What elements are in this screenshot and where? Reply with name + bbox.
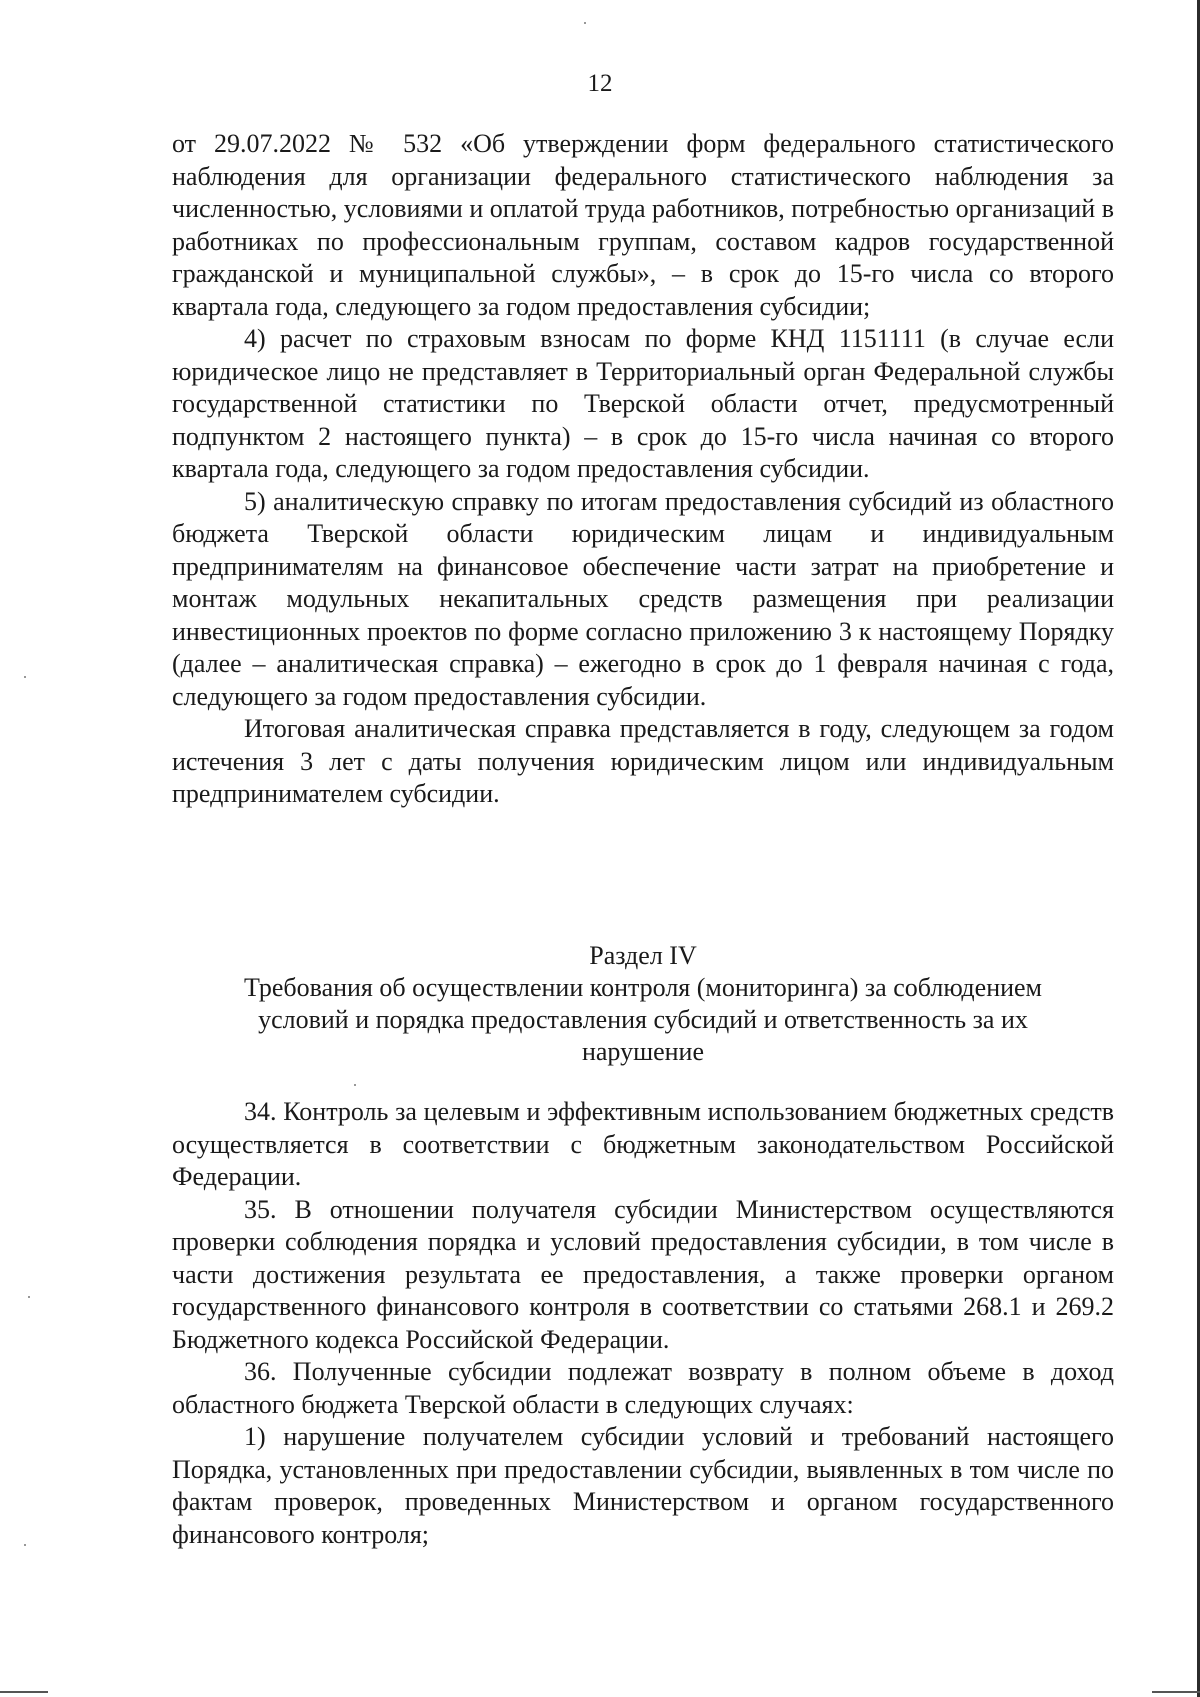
section-title-line-2: условий и порядка предоставления субсидий и ответственность за их [258, 1005, 1028, 1034]
paragraph-final-report: Итоговая аналитическая справка представляется в году, следующем за годом истечения 3 лет с даты получения юридическим лицом или индивидуальным предпринимателем субсидии. [172, 714, 1114, 808]
paragraph-clause-36-item-1: 1) нарушение получателем субсидии условий и требований настоящего Порядка, установленных при предоставлении субсидии, выявленных в том числе по фактам проверок, проведенных Министерством и органом государственного финансового контроля; [172, 1422, 1114, 1549]
paragraph-item-4: 4) расчет по страховым взносам по форме КНД 1151111 (в случае если юридическое лицо не представляет в Территориальный орган Федеральной службы государственной статистики по Тверской области отчет, предусмотренный подпунктом 2 настоящего пункта) – в срок до 15-го числа начиная со второго квартала года, следующего за годом предоставления субсидии. [172, 324, 1114, 483]
section-title-line-3: нарушение [581, 1037, 705, 1066]
section-heading [172, 940, 1114, 1068]
page-number: 12 [587, 70, 613, 97]
paragraph-continuation: от 29.07.2022 № 532 «Об утверждении форм федерального статистического наблюдения для организации федерального статистического наблюдения за численностью, условиями и оплатой труда работников, потребностью организаций в работниках по профессиональным группам, составом кадров государственной гражданской и муниципальной службы», – в срок до 15-го числа со второго квартала года, следующего за годом предоставления субсидии; [172, 129, 1114, 321]
scan-speck [24, 1544, 26, 1546]
scan-bottom-mark-left [0, 1691, 48, 1693]
scan-bottom-mark-right [1152, 1691, 1200, 1693]
scan-speck [24, 676, 26, 678]
scan-speck [28, 1296, 30, 1298]
text-block-lower [172, 1096, 1114, 1551]
scan-speck [584, 22, 586, 24]
section-label: Раздел IV [589, 941, 697, 970]
text-block-upper [172, 128, 1114, 811]
paragraph-item-5: 5) аналитическую справку по итогам предоставления субсидий из областного бюджета Тверской области юридическим лицам и индивидуальным предпринимателям на финансовое обеспечение части затрат на приобретение и монтаж модульных некапитальных средств размещения при реализации инвестиционных проектов по форме согласно приложению 3 к настоящему Порядку (далее – аналитическая справка) – ежегодно в срок до 1 февраля начиная с года, следующего за годом предоставления субсидии. [172, 486, 1114, 711]
paragraph-clause-36: 36. Полученные субсидии подлежат возврату в полном объеме в доход областного бюджета Тверской области в следующих случаях: [172, 1357, 1114, 1419]
scan-speck [354, 1084, 356, 1086]
section-title-line-1: Требования об осуществлении контроля (мониторинга) за соблюдением [243, 973, 1043, 1002]
paragraph-clause-34: 34. Контроль за целевым и эффективным использованием бюджетных средств осуществляется в соответствии с бюджетным законодательством Российской Федерации. [172, 1097, 1114, 1191]
paragraph-clause-35: 35. В отношении получателя субсидии Министерством осуществляются проверки соблюдения порядка и условий предоставления субсидии, в том числе в части достижения результата ее предоставления, а также проверки органом государственного финансового контроля в соответствии со статьями 268.1 и 269.2 Бюджетного кодекса Российской Федерации. [172, 1194, 1114, 1354]
